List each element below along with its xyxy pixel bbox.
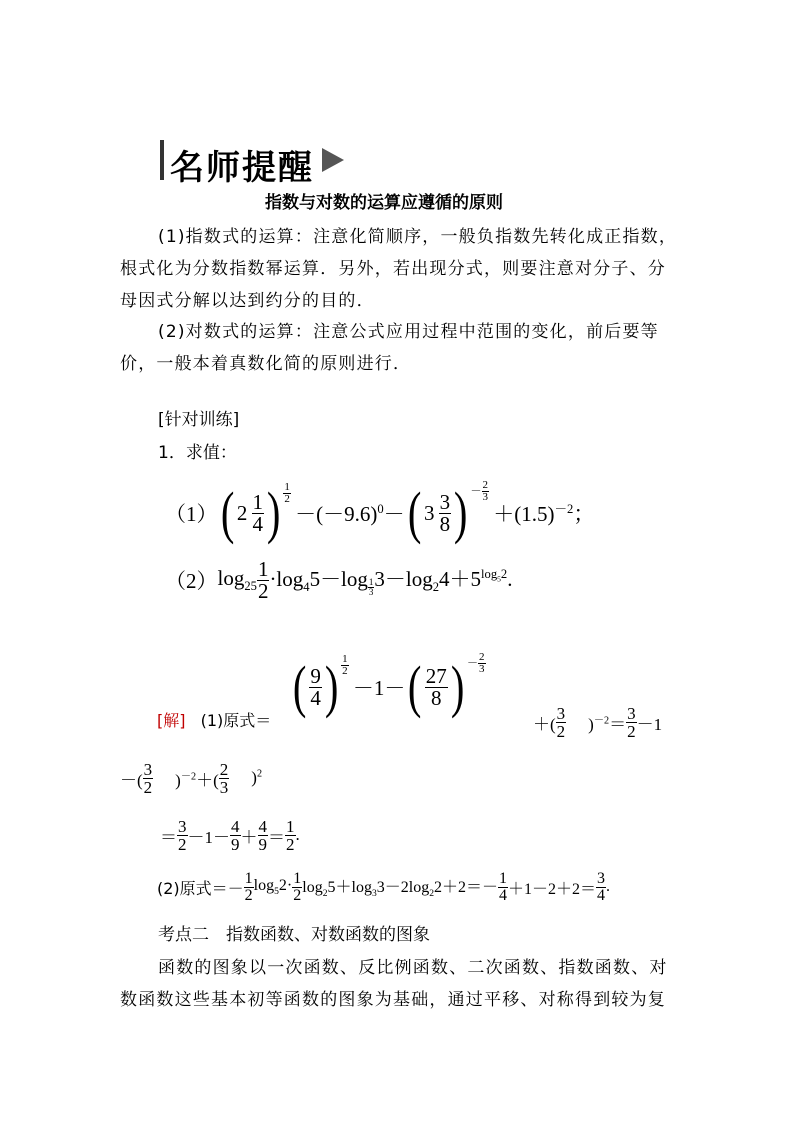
question-1-label: 1．求值： — [158, 443, 237, 463]
solution-line-1 — [157, 708, 271, 731]
paragraph-1-line-2: 根式化为分数指数幂运算．另外，若出现分式，则要注意对分子、分 — [120, 259, 666, 279]
solution-part-1-result: ＝ $\frac{3}{2}$ －1－ $\frac{4}{9}$ ＋ $\frac{4}{9}$ ＝ $\frac{1}{2}$ . — [160, 816, 300, 854]
section-badge-title: 名师提醒 — [170, 148, 314, 188]
footer-line-1: 函数的图象以一次函数、反比例函数、二次函数、指数函数、对 — [158, 958, 668, 978]
solution-part-1-line-2: －( $\frac{3}{2}$ )$^{-2}$＋( $\frac{2}{3}$ )$^2$ — [120, 759, 263, 797]
solution-part-1-continuation: ＋( $\frac{3}{2}$ )$^{-2}$＝ $\frac{3}{2}$ －1 — [533, 703, 663, 741]
solution-part-2-prefix: (2)原式＝－ — [157, 878, 244, 898]
section-heading: 指数与对数的运算应遵循的原则 — [265, 193, 503, 213]
question-1-part-2-expression: （2） $\log_{25}$ $\frac{1}{2}$ $\cdot\log_45-\log$ $_{\frac{1}{3}}$ $3-\log_24+5^{log_52}$. — [165, 556, 513, 603]
solution-part-2: (2)原式＝－ $\frac{1}{2}$ $\log_52\cdot$ $\frac{1}{2}$ $\log_25+\log_33-2\log_22+2=-$ $\frac{1}{4}$ ＋1－2＋2＝ $\frac{3}{4}$ . — [157, 869, 611, 904]
paragraph-2-line-1: (2)对数式的运算：注意公式应用过程中范围的变化，前后要等 — [158, 322, 659, 342]
paragraph-1-line-3: 母因式分解以达到约分的目的． — [120, 291, 375, 311]
paragraph-2-line-2: 价，一般本着真数化简的原则进行． — [120, 354, 412, 374]
kaodian-heading: 考点二 指数函数、对数函数的图象 — [158, 925, 430, 945]
solution-tag: [解] — [157, 711, 186, 730]
question-part-1-prefix: （1） — [165, 502, 218, 526]
question-1-part-1-expression: （1） ( 2 $\frac{1}{4}$ ) $\frac{1}{2}$ $-(-9.6)^0-$ ( 3 $\frac{3}{8}$ ) － $\frac{2}{3}$ $+(1.5)^{-2}$； — [165, 479, 595, 545]
solution-part-1-big-expression: ( $\frac{9}{4}$ ) $\frac{1}{2}$ －1－ ( $\frac{27}{8}$ ) － $\frac{2}{3}$ — [292, 651, 485, 719]
practice-label: [针对训练] — [158, 410, 240, 430]
question-part-2-prefix: （2） — [165, 569, 218, 593]
play-arrow-icon — [322, 148, 344, 172]
title-bar-decoration — [160, 140, 164, 180]
paragraph-1-line-1: (1)指数式的运算：注意化简顺序，一般负指数先转化成正指数， — [158, 227, 678, 247]
footer-line-2: 数函数这些基本初等函数的图象为基础，通过平移、对称得到较为复 — [120, 990, 666, 1010]
solution-part-1-prefix: (1)原式＝ — [200, 711, 272, 730]
